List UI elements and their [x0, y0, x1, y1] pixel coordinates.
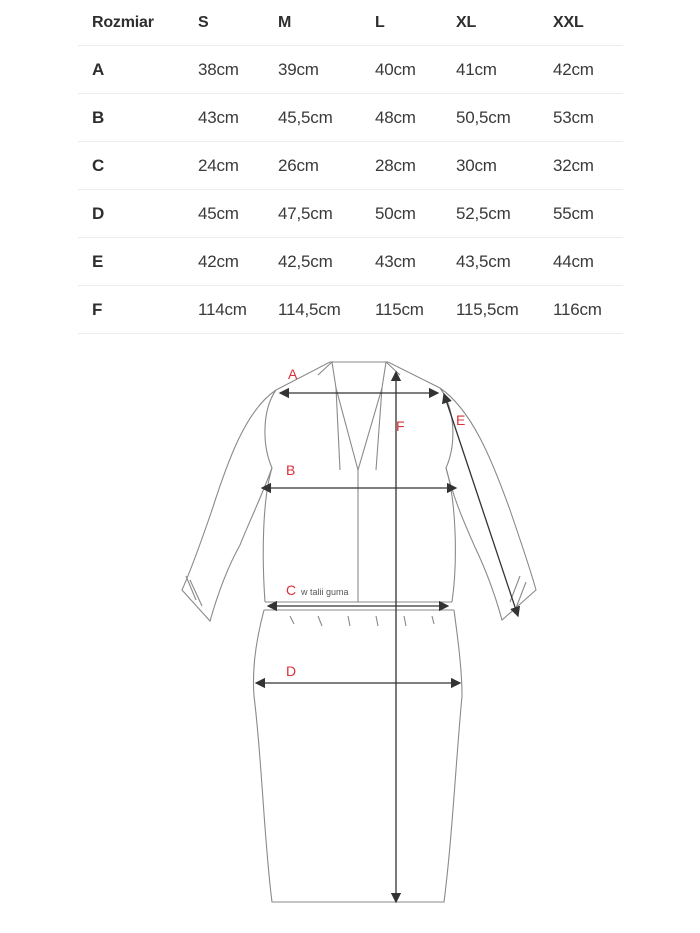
table-cell: 41cm	[456, 59, 497, 79]
header-l: L	[375, 13, 385, 31]
table-cell: 45cm	[198, 203, 239, 223]
table-cell: 116cm	[553, 299, 602, 319]
table-cell: 40cm	[375, 59, 416, 79]
dress-outline	[182, 362, 536, 902]
table-cell: 47,5cm	[278, 203, 333, 223]
table-cell: 55cm	[553, 203, 594, 223]
table-cell: 45,5cm	[278, 107, 333, 127]
label-f: F	[396, 418, 405, 434]
row-label: F	[92, 299, 103, 319]
label-d: D	[286, 663, 297, 679]
dress-measurement-diagram	[0, 340, 700, 933]
table-cell: 43cm	[375, 251, 416, 271]
table-cell: 115,5cm	[456, 299, 519, 319]
table-cell: 48cm	[375, 107, 416, 127]
table-cell: 30cm	[456, 155, 497, 175]
size-table	[78, 0, 623, 334]
table-cell: 38cm	[198, 59, 239, 79]
table-cell: 114cm	[198, 299, 247, 319]
table-cell: 42cm	[553, 59, 594, 79]
label-e: E	[456, 412, 466, 428]
row-label: B	[92, 107, 105, 127]
table-row	[78, 142, 623, 190]
table-cell: 39cm	[278, 59, 319, 79]
header-xxl: XXL	[553, 13, 584, 31]
table-header-row	[78, 0, 623, 46]
table-cell: 50cm	[375, 203, 416, 223]
dress-outline-drawing	[0, 340, 700, 933]
label-a: A	[288, 366, 298, 382]
header-s: S	[198, 13, 209, 31]
table-cell: 43,5cm	[456, 251, 511, 271]
table-cell: 50,5cm	[456, 107, 511, 127]
table-cell: 42cm	[198, 251, 239, 271]
table-row	[78, 46, 623, 94]
table-row	[78, 238, 623, 286]
label-b: B	[286, 462, 296, 478]
row-label: A	[92, 59, 105, 79]
table-cell: 115cm	[375, 299, 424, 319]
row-label: E	[92, 251, 104, 271]
table-cell: 44cm	[553, 251, 594, 271]
header-xl: XL	[456, 13, 477, 31]
table-cell: 28cm	[375, 155, 416, 175]
header-size: Rozmiar	[92, 13, 154, 31]
table-cell: 43cm	[198, 107, 239, 127]
header-m: M	[278, 13, 292, 31]
label-c: C	[286, 582, 297, 598]
table-cell: 53cm	[553, 107, 594, 127]
table-cell: 114,5cm	[278, 299, 341, 319]
table-cell: 32cm	[553, 155, 594, 175]
table-cell: 24cm	[198, 155, 239, 175]
table-cell: 42,5cm	[278, 251, 333, 271]
row-label: C	[92, 155, 105, 175]
table-cell: 26cm	[278, 155, 319, 175]
waist-elastic-note: w talii guma	[301, 587, 349, 597]
table-row	[78, 190, 623, 238]
table-row	[78, 94, 623, 142]
table-row	[78, 286, 623, 334]
measurement-arrows	[256, 372, 518, 902]
row-label: D	[92, 203, 105, 223]
table-cell: 52,5cm	[456, 203, 511, 223]
